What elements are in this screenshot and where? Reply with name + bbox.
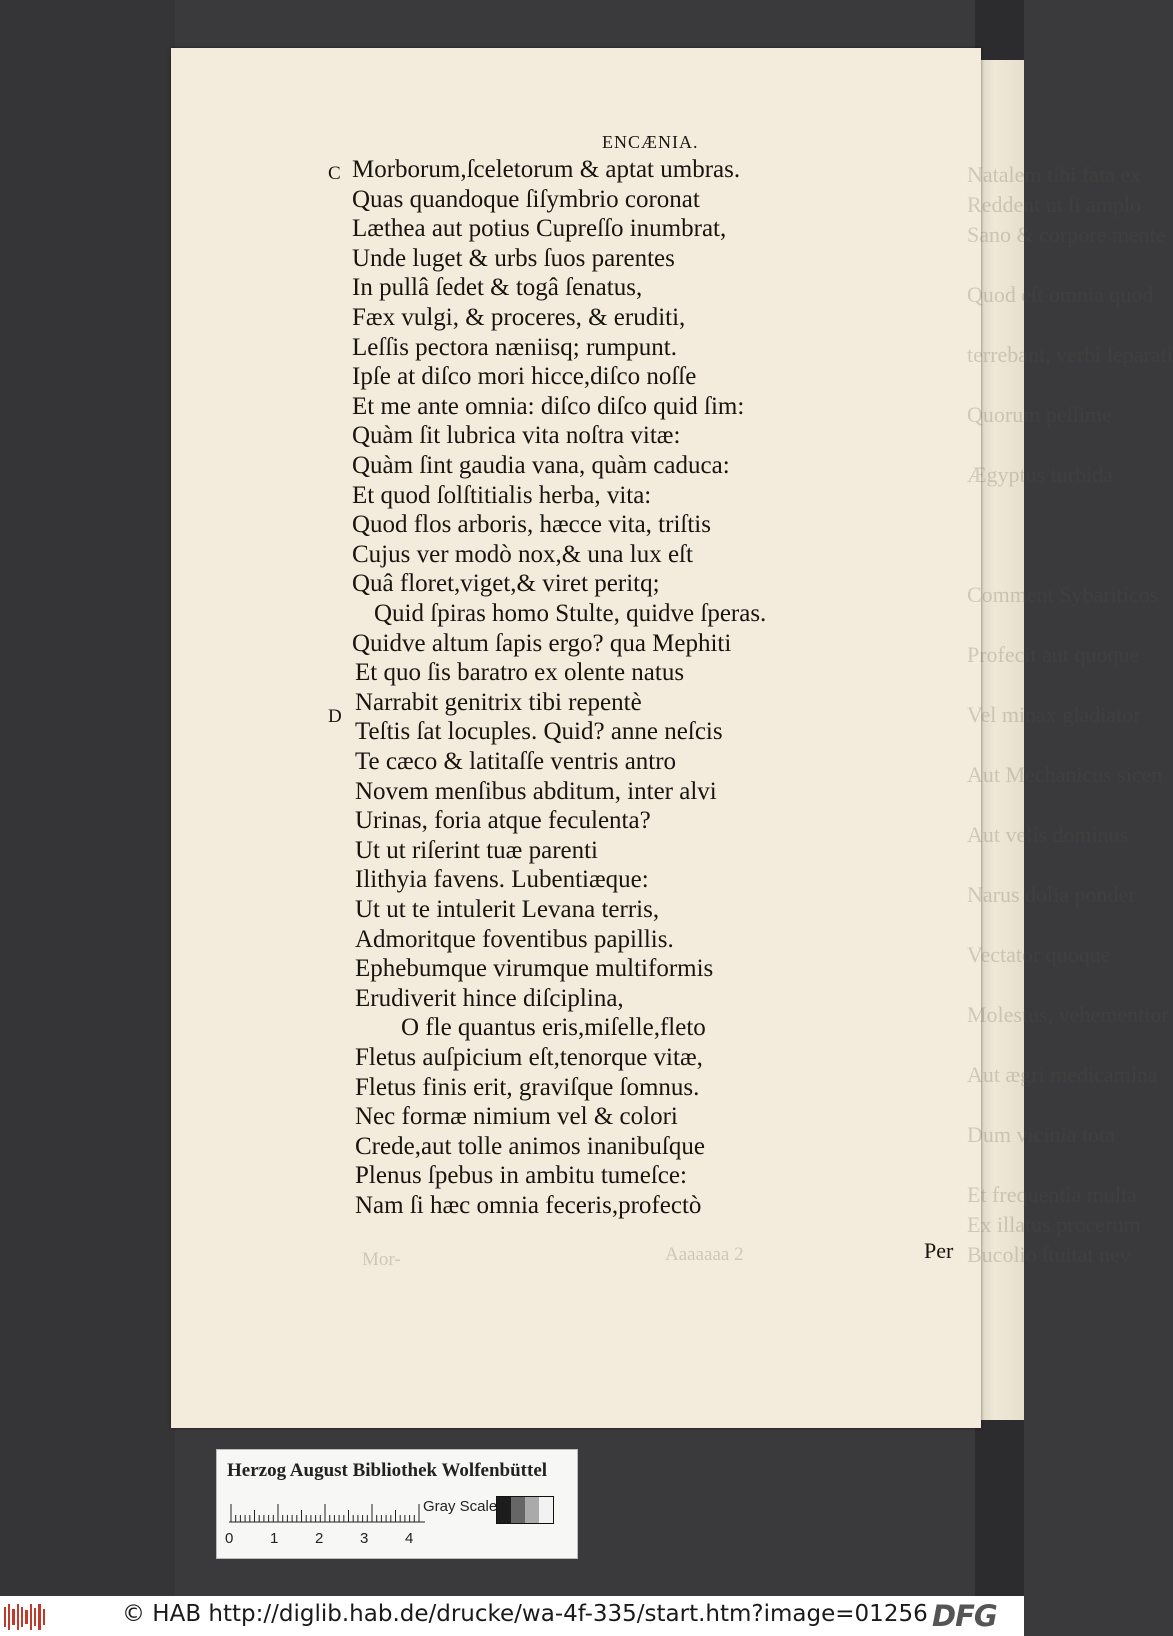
bleed-through-text: Narus dolia ponder	[967, 882, 1136, 907]
bleed-through-text: Quorum peſſime	[967, 402, 1112, 427]
margin-marker-c: C	[328, 163, 341, 184]
poem-line: Læthea aut potius Cupreſſo inumbrat,	[352, 215, 727, 243]
ruler-number: 4	[405, 1530, 414, 1547]
ruler-scale	[229, 1496, 425, 1526]
gray-swatch	[539, 1497, 553, 1523]
bleed-through-text: Vectator quoque	[967, 942, 1111, 967]
poem-line: Ut ut riſerint tuæ parenti	[355, 836, 599, 864]
bleed-through-text: Natalem tibi fata ex	[967, 162, 1142, 187]
ruler-numbers	[225, 1530, 425, 1550]
gray-swatch	[511, 1497, 525, 1523]
poem-line: Ut ut te intulerit Levana terris,	[355, 896, 660, 923]
dfg-logo: DFG	[932, 1599, 997, 1633]
gray-swatch	[525, 1497, 539, 1523]
poem-line: Novem menſibus abditum, inter alvi	[355, 777, 717, 805]
poem-line: Nec formæ nimium vel & colori	[355, 1103, 678, 1131]
bleed-through-text: Ex illatus procerum	[967, 1212, 1141, 1237]
poem-line: In pullâ ſedet & togâ ſenatus,	[352, 274, 643, 302]
poem-line: Et me ante omnia: diſco diſco quid ſim:	[352, 392, 745, 420]
gray-scale-label: Gray Scale	[423, 1498, 498, 1515]
poem-line: Et quod ſolſtitialis herba, vita:	[352, 481, 652, 509]
poem-line: Morborum,ſceletorum & aptat umbras.	[352, 156, 741, 183]
poem-line: Ipſe at diſco mori hicce,diſco noſſe	[352, 363, 697, 391]
bleed-through-text: Sano & corpore mente	[967, 222, 1166, 247]
running-header: ENCÆNIA.	[602, 132, 699, 152]
poem-line: Plenus ſpebus in ambitu tumeſce:	[355, 1162, 687, 1190]
poem-line: Quid ſpiras homo Stulte, quidve ſperas.	[374, 600, 767, 627]
library-name: Herzog August Bibliothek Wolfenbüttel	[227, 1460, 548, 1481]
ruler-number: 3	[360, 1530, 369, 1547]
catchword: Per	[924, 1238, 954, 1263]
poem-line: Ilithyia favens. Lubentiæque:	[355, 866, 649, 894]
bleed-through-text: Bucolio ſtuitat nev	[967, 1242, 1131, 1267]
bleed-through-text: Aut Mechanicus sicen	[967, 762, 1163, 787]
poem-line: Fletus finis erit, graviſque ſomnus.	[355, 1073, 700, 1101]
poem-line: Quidve altum ſapis ergo? qua Mephiti	[352, 629, 732, 657]
catchword-bleed-through: Mor-	[362, 1249, 401, 1270]
bleed-through-text: Reddent ut ſi amplo	[967, 192, 1142, 217]
bleed-through-text: Profecit aut quoque	[967, 642, 1140, 667]
signature-bleed-through: Aaaaaaa 2	[665, 1244, 744, 1265]
scanner-background-left	[0, 0, 175, 1596]
ruler-number: 1	[270, 1530, 279, 1547]
bleed-through-text: terrebant, verbi ſeparati	[967, 342, 1173, 367]
poem-line: Unde luget & urbs ſuos parentes	[352, 244, 675, 272]
bleed-through-text: Quod eſt omnia quod	[967, 282, 1154, 307]
poem-line: Cujus ver modò nox,& una lux eſt	[352, 540, 693, 568]
bleed-through-text: Ægyptus turbida	[967, 462, 1114, 487]
poem-line: O fle quantus eris,miſelle,fleto	[401, 1014, 706, 1042]
poem-line: Quàm ſint gaudia vana, quàm caduca:	[352, 452, 730, 479]
bleed-through-text: Aut ægri medicamina	[967, 1062, 1158, 1087]
bleed-through-text: Et frequentia multa	[967, 1182, 1137, 1207]
source-url: © HAB http://diglib.hab.de/drucke/wa-4f-335/start.htm?image=01256	[122, 1601, 928, 1627]
bleed-through-text: Comment Sybariticos	[967, 582, 1159, 607]
poem-line: Teſtis ſat locuples. Quid? anne neſcis	[355, 718, 723, 746]
footer-bar	[0, 1596, 1024, 1636]
ruler-number: 0	[225, 1530, 234, 1547]
poem-line: Fletus auſpicium eſt,tenorque vitæ,	[355, 1044, 703, 1071]
poem-line: Nam ſi hæc omnia feceris,profectò	[355, 1192, 702, 1219]
bleed-through-text: Molestus, vehementior	[967, 1002, 1169, 1027]
poem-line: Quâ floret,viget,& viret peritq;	[352, 570, 660, 598]
poem-line: Quàm ſit lubrica vita noſtra vitæ:	[352, 422, 681, 450]
poem-line: Admoritque foventibus papillis.	[355, 925, 674, 953]
poem-line: Urinas, foria atque feculenta?	[355, 807, 651, 835]
gray-scale-swatches	[496, 1496, 554, 1524]
poem-line: Quod flos arboris, hæcce vita, triſtis	[352, 511, 711, 539]
color-reference-card	[216, 1449, 578, 1559]
poem-line: Crede,aut tolle animos inanibuſque	[355, 1132, 705, 1160]
ruler-number: 2	[315, 1530, 324, 1547]
poem-line: Te cæco & latitaſſe ventris antro	[355, 748, 677, 775]
gray-swatch	[497, 1497, 511, 1523]
bleed-through-text: Aut velis dominus	[967, 822, 1129, 847]
margin-marker-d: D	[328, 706, 342, 727]
poem-line: Leſſis pectora næniisq; rumpunt.	[352, 333, 677, 361]
hab-barcode-icon	[4, 1604, 48, 1630]
poem-line: Quas quandoque ſiſymbrio coronat	[352, 185, 700, 213]
bleed-through-text: Dum vicinia tota	[967, 1122, 1115, 1147]
bleed-through-text: Vel minax gladiator	[967, 702, 1141, 727]
poem-line: Narrabit genitrix tibi repentè	[355, 688, 642, 716]
poem-line: Et quo ſis baratro ex olente natus	[355, 659, 685, 687]
poem-line: Ephebumque virumque multiformis	[355, 955, 714, 983]
poem-line: Erudiverit hince diſciplina,	[355, 984, 624, 1012]
poem-line: Fæx vulgi, & proceres, & eruditi,	[352, 304, 686, 331]
